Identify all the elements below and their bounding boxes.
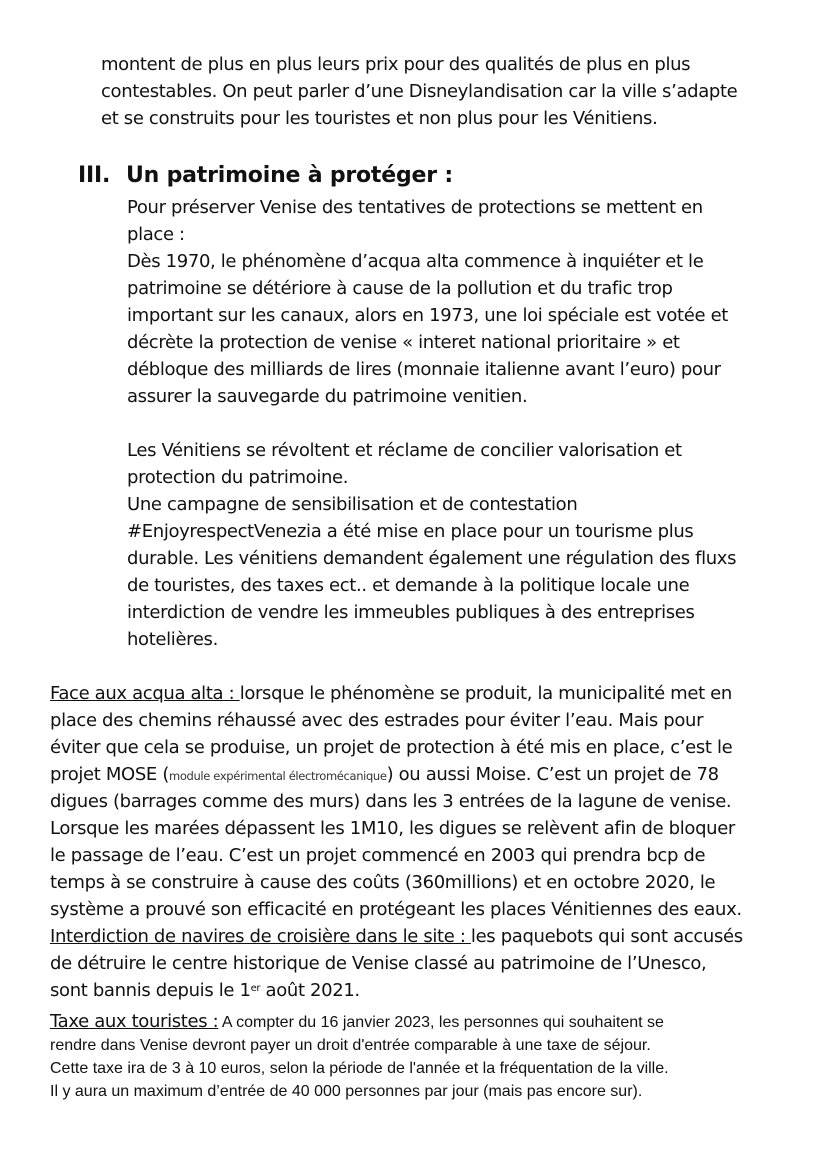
cruise-text: les paquebots qui sont accusés [470, 926, 743, 947]
acqua-line: système a prouvé son efficacité en protégeant les places Vénitiennes des eaux. [50, 899, 742, 920]
cruise-line [50, 926, 743, 947]
section-line: durable. Les vénitiens demandent également une régulation des fluxs [127, 548, 737, 569]
tax-text: A compter du 16 janvier 2023, les personnes qui souhaitent se [218, 1014, 664, 1031]
section-line: Les Vénitiens se révoltent et réclame de concilier valorisation et [127, 440, 682, 461]
cruise-label: Interdiction de navires de croisière dans le site : [50, 926, 471, 947]
tax-line [50, 1011, 664, 1032]
section-line: place : [127, 224, 185, 245]
cruise-text: sont bannis depuis le 1 [50, 980, 251, 1001]
mose-acronym-expansion: module expérimental électromécanique [169, 769, 387, 783]
acqua-label: Face aux acqua alta : [50, 683, 240, 704]
cruise-line [50, 980, 360, 1001]
acqua-text: ) ou aussi Moise. C’est un projet de 78 [386, 764, 719, 785]
acqua-text: projet MOSE ( [50, 764, 169, 785]
acqua-line: éviter que cela se produise, un projet de protection à été mis en place, c’est le [50, 737, 733, 758]
acqua-line: Lorsque les marées dépassent les 1M10, les digues se relèvent afin de bloquer [50, 818, 735, 839]
acqua-line [50, 683, 732, 704]
section-line: interdiction de vendre les immeubles publiques à des entreprises [127, 602, 695, 623]
section-line: protection du patrimoine. [127, 467, 349, 488]
acqua-line [50, 764, 719, 785]
section-line: décrète la protection de venise « interet national prioritaire » et [127, 332, 680, 353]
section-line: Une campagne de sensibilisation et de contestation [127, 494, 578, 515]
section-line: assurer la sauvegarde du patrimoine venitien. [127, 386, 528, 407]
tax-label: Taxe aux touristes : [50, 1011, 219, 1032]
ordinal-superscript: er [250, 983, 261, 994]
section-line: Dès 1970, le phénomène d’acqua alta commence à inquiéter et le [127, 251, 704, 272]
acqua-line: place des chemins réhaussé avec des estrades pour éviter l’eau. Mais pour [50, 710, 704, 731]
section-line: important sur les canaux, alors en 1973, une loi spéciale est votée et [127, 305, 729, 326]
tax-line: rendre dans Venise devront payer un droit d'entrée comparable à une taxe de séjour. [50, 1037, 651, 1054]
section-line: débloque des milliards de lires (monnaie italienne avant l’euro) pour [127, 359, 721, 380]
section-line: patrimoine se détériore à cause de la pollution et du trafic trop [127, 278, 673, 299]
intro-line: et se construits pour les touristes et non plus pour les Vénitiens. [101, 108, 658, 129]
section-line: hotelières. [127, 629, 218, 650]
intro-line: montent de plus en plus leurs prix pour des qualités de plus en plus [101, 54, 691, 75]
tax-line: Il y aura un maximum d’entrée de 40 000 personnes par jour (mais pas encore sur). [50, 1083, 643, 1100]
section-title: Un patrimoine à protéger : [126, 163, 453, 188]
acqua-line: temps à se construire à cause des coûts (360millions) et en octobre 2020, le [50, 872, 716, 893]
acqua-text: lorsque le phénomène se produit, la municipalité met en [239, 683, 732, 704]
section-line: de touristes, des taxes ect.. et demande à la politique locale une [127, 575, 690, 596]
cruise-line: de détruire le centre historique de Venise classé au patrimoine de l’Unesco, [50, 953, 707, 974]
section-line: #EnjoyrespectVenezia a été mise en place pour un tourisme plus [127, 521, 694, 542]
section-number: III. [78, 163, 111, 188]
acqua-line: digues (barrages comme des murs) dans les 3 entrées de la lagune de venise. [50, 791, 732, 812]
section-heading [78, 163, 453, 188]
section-line: Pour préserver Venise des tentatives de protections se mettent en [127, 197, 703, 218]
tax-line: Cette taxe ira de 3 à 10 euros, selon la période de l'année et la fréquentation de la ville. [50, 1060, 669, 1077]
acqua-line: le passage de l’eau. C’est un projet commencé en 2003 qui prendra bcp de [50, 845, 706, 866]
intro-line: contestables. On peut parler d’une Disneylandisation car la ville s’adapte [101, 81, 738, 102]
cruise-text: août 2021. [260, 980, 360, 1001]
